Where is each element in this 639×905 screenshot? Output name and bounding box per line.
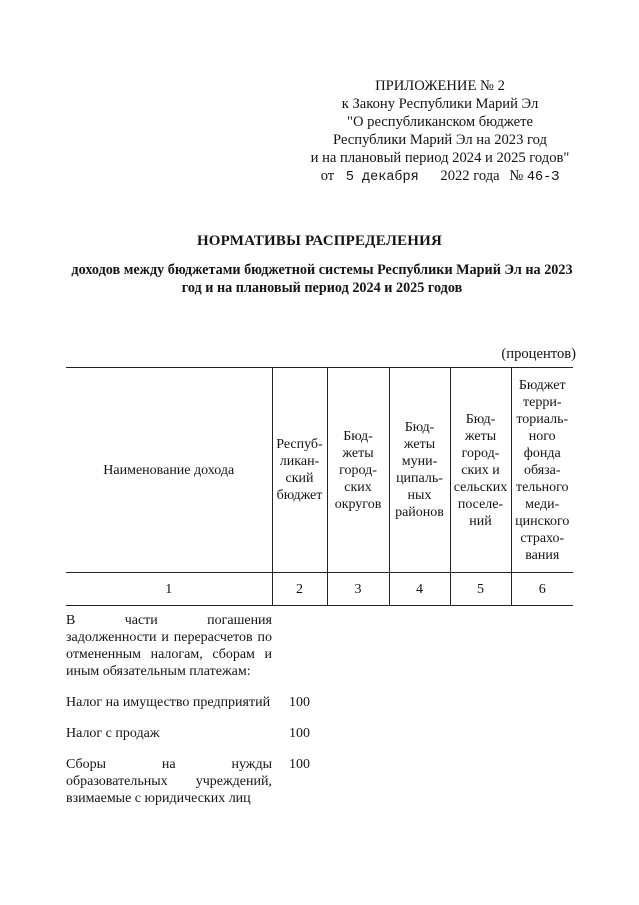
sign-number-label: №	[509, 168, 524, 184]
value-settlement	[450, 694, 511, 711]
value-municipal	[389, 725, 450, 742]
norms-table	[66, 367, 573, 807]
income-name: Налог с продаж	[66, 726, 160, 741]
value-republican	[272, 606, 327, 681]
income-name: Налог на имущество предприятий	[66, 695, 271, 710]
value-health-fund	[511, 725, 573, 742]
column-number: 1	[66, 573, 272, 606]
value-city	[327, 606, 389, 681]
header-municipal-districts: Бюд-жеты муни-ципаль-ных районов	[389, 368, 450, 573]
appendix-line: Республики Марий Эл на 2023 год	[333, 132, 547, 148]
table-row	[66, 606, 573, 681]
sign-prefix: от	[320, 168, 335, 184]
sign-date: 5 декабря	[345, 170, 419, 185]
value-municipal	[389, 756, 450, 807]
law-signature-line	[290, 167, 590, 187]
sign-year: 2022 года	[440, 168, 500, 184]
table-header-row	[66, 368, 573, 573]
column-number: 2	[272, 573, 327, 606]
value-republican: 100	[289, 726, 310, 741]
column-number: 6	[511, 573, 573, 606]
appendix-block	[290, 77, 590, 187]
table-row	[66, 694, 573, 711]
header-city-districts: Бюд-жеты город-ских округов	[327, 368, 389, 573]
header-health-insurance-fund: Бюджет терри-ториаль-ного фонда обяза-тельного меди-цинского страхо-вания	[511, 368, 573, 573]
law-number: 46-З	[526, 170, 560, 185]
appendix-line: и на плановый период 2024 и 2025 годов"	[310, 150, 570, 166]
value-municipal	[389, 694, 450, 711]
value-health-fund	[511, 606, 573, 681]
value-settlement	[450, 606, 511, 681]
appendix-line: "О республиканском бюджете	[347, 114, 533, 130]
document-title: НОРМАТИВЫ РАСПРЕДЕЛЕНИЯ	[196, 233, 443, 249]
appendix-line: к Закону Республики Марий Эл	[341, 96, 539, 112]
value-health-fund	[511, 694, 573, 711]
header-income-name: Наименование дохода	[66, 368, 272, 573]
document-subtitle: доходов между бюджетами бюджетной системы Республики Марий Эл на 2023 год и на плановый период 2024 и 2025 годов	[71, 262, 573, 296]
value-city	[327, 756, 389, 807]
column-number: 5	[450, 573, 511, 606]
header-settlements: Бюд-жеты город-ских и сельских поселе-ний	[450, 368, 511, 573]
column-number: 3	[327, 573, 389, 606]
table-row	[66, 725, 573, 742]
column-number-row	[66, 573, 573, 606]
value-city	[327, 725, 389, 742]
value-settlement	[450, 756, 511, 807]
table-row	[66, 756, 573, 807]
value-health-fund	[511, 756, 573, 807]
units-note: (процентов)	[501, 346, 576, 362]
column-number: 4	[389, 573, 450, 606]
appendix-line: ПРИЛОЖЕНИЕ № 2	[375, 78, 505, 94]
header-republican-budget: Респуб-ликан-ский бюджет	[272, 368, 327, 573]
income-name: В части погашения задолженности и перерасчетов по отмененным налогам, сборам и иным обязательным платежам:	[66, 613, 272, 679]
value-settlement	[450, 725, 511, 742]
value-republican: 100	[289, 695, 310, 710]
value-municipal	[389, 606, 450, 681]
value-republican: 100	[289, 757, 310, 772]
value-city	[327, 694, 389, 711]
income-name: Сборы на нужды образовательных учреждений, взимаемые с юридических лиц	[66, 757, 272, 806]
